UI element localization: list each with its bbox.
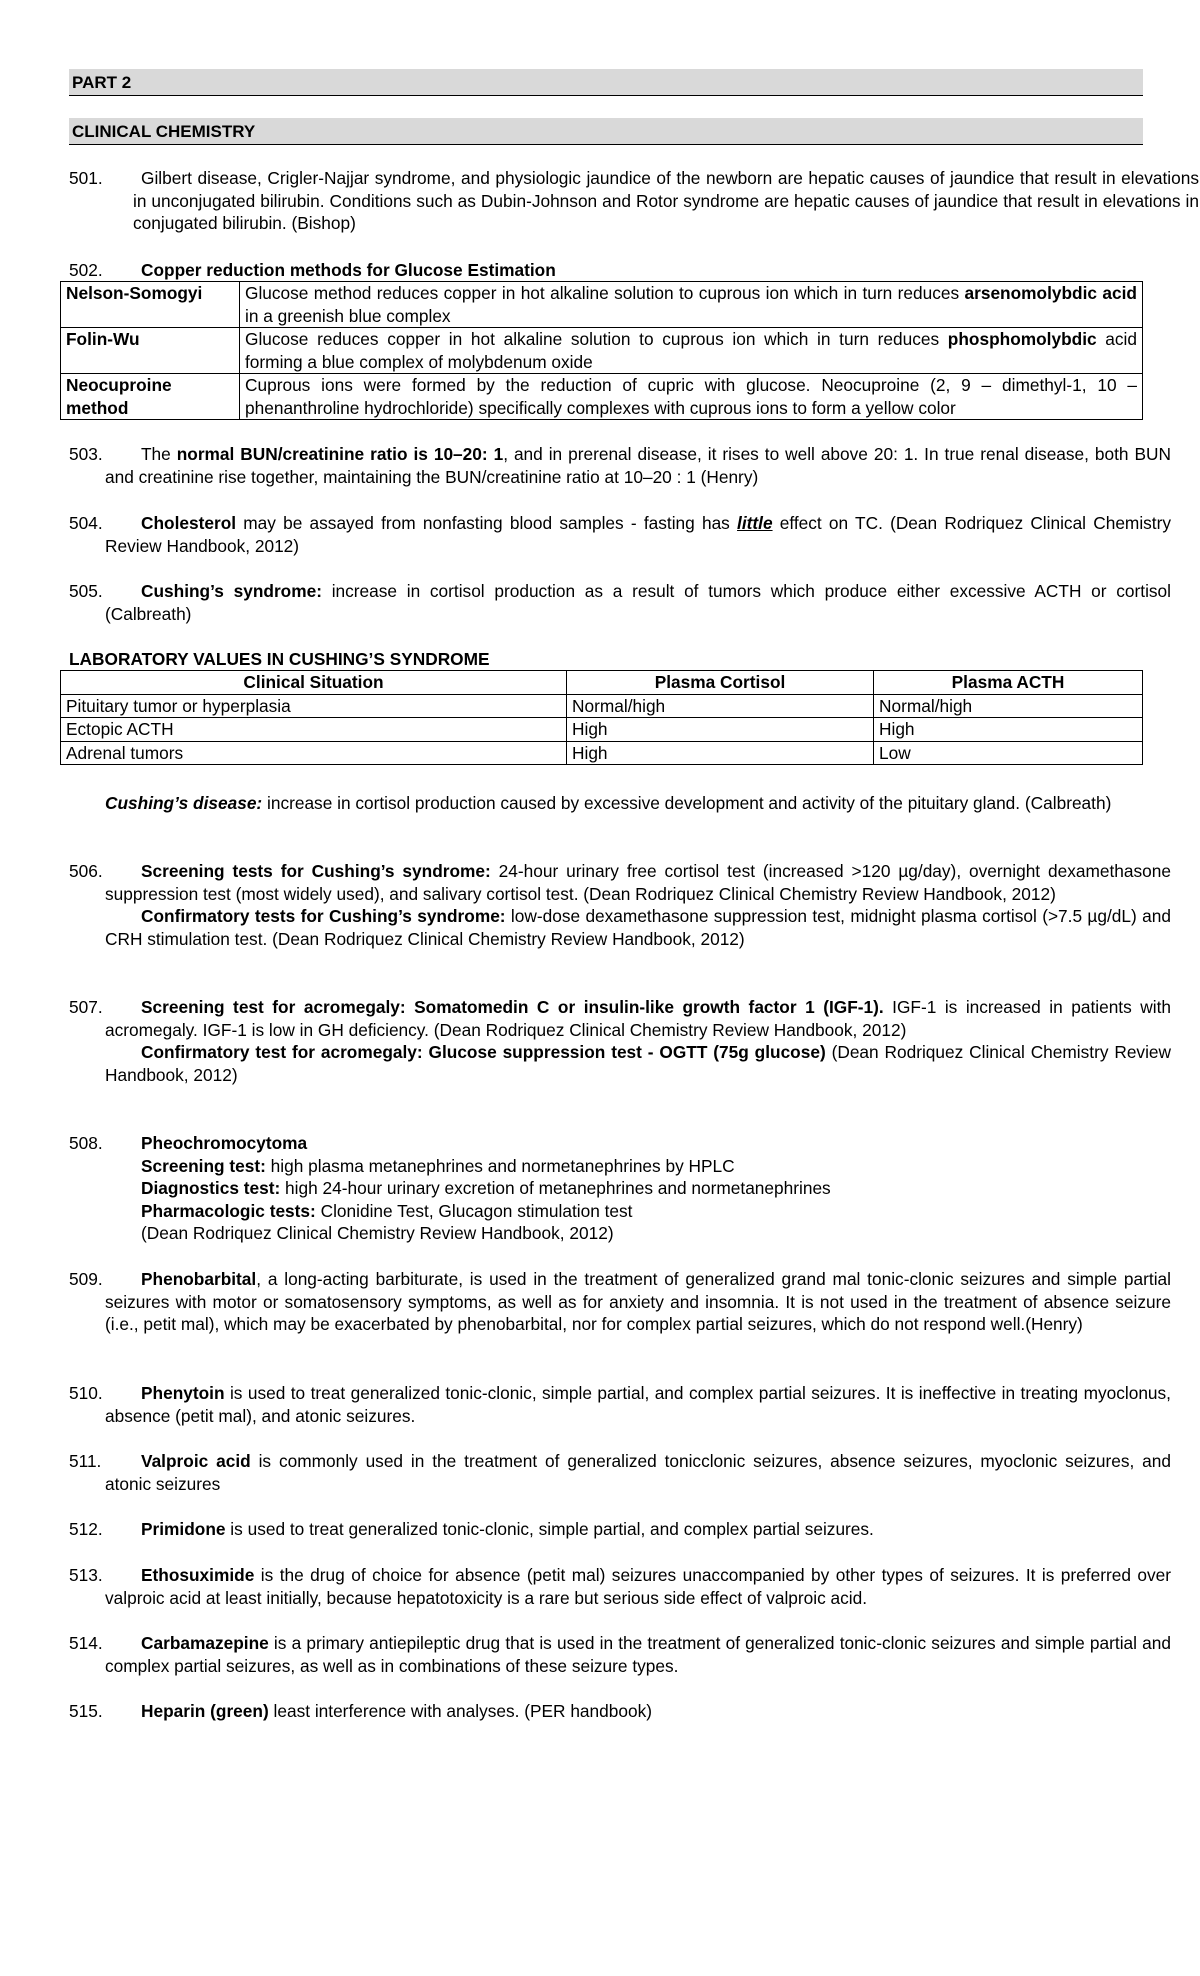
item-number: 506. xyxy=(69,861,103,881)
item-number: 512. xyxy=(69,1519,103,1539)
item-501 xyxy=(69,167,1199,235)
item-number: 507. xyxy=(69,997,103,1017)
item-508: 508. Pheochromocytoma Screening test: high plasma metanephrines and normetanephrines by HPLC Diagnostics test: high 24-hour urinary excretion of metanephrines and normetanephrines Pharmacologic tests: Clonidine Test, Glucagon stimulation test (Dean Rodriquez Clinical Chemistry Review Handbook, 2012) xyxy=(69,1133,831,1243)
lab-values-title: LABORATORY VALUES IN CUSHING’S SYNDROME xyxy=(69,649,490,669)
item-number: 505. xyxy=(69,581,103,601)
method-cell: Neocuproine method xyxy=(61,374,240,420)
part-header: PART 2 xyxy=(69,69,1143,96)
section-header: CLINICAL CHEMISTRY xyxy=(69,118,1143,145)
item-heading: Copper reduction methods for Glucose Estimation xyxy=(141,260,556,280)
item-number: 510. xyxy=(69,1383,103,1403)
item-511: 511. Valproic acid is commonly used in the treatment of generalized tonicclonic seizures, absence seizures, myoclonic seizures, and atonic seizures xyxy=(69,1451,1171,1494)
copper-reduction-table xyxy=(60,281,1143,420)
item-number: 513. xyxy=(69,1565,103,1585)
description-cell: Cuprous ions were formed by the reduction of cupric with glucose. Neocuproine (2, 9 – dimethyl-1, 10 – phenanthroline hydrochloride) specifically complexes with cuprous ions to form a yellow color xyxy=(240,374,1143,420)
item-515: 515. Heparin (green) least interference with analyses. (PER handbook) xyxy=(69,1701,652,1721)
column-header: Plasma Cortisol xyxy=(567,671,874,695)
table-row: Adrenal tumors High Low xyxy=(61,741,1143,765)
item-text: Gilbert disease, Crigler-Najjar syndrome, and physiologic jaundice of the newborn are hepatic causes of jaundice that result in elevations in unconjugated bilirubin. Conditions such as Dubin-Johnson and Rotor syndrome are hepatic causes of jaundice that result in elevations in conjugated bilirubin. (Bishop) xyxy=(133,168,1199,233)
table-row xyxy=(61,328,1143,374)
cushing-lab-values-table xyxy=(60,670,1143,765)
method-cell: Folin-Wu xyxy=(61,328,240,374)
item-512: 512. Primidone is used to treat generalized tonic-clonic, simple partial, and complex partial seizures. xyxy=(69,1519,874,1539)
item-number: 501. xyxy=(69,168,103,188)
item-number: 509. xyxy=(69,1269,103,1289)
column-header: Plasma ACTH xyxy=(874,671,1143,695)
item-513: 513. Ethosuximide is the drug of choice for absence (petit mal) seizures unaccompanied by other types of seizures. It is preferred over valproic acid at least initially, because hepatotoxicity is a rare but serious side effect of valproic acid. xyxy=(69,1565,1171,1608)
item-510: 510. Phenytoin is used to treat generalized tonic-clonic, simple partial, and complex partial seizures. It is ineffective in treating myoclonus, absence (petit mal), and atonic seizures. xyxy=(69,1383,1171,1426)
table-row xyxy=(61,282,1143,328)
description-cell: Glucose method reduces copper in hot alkaline solution to cuprous ion which in turn reduces arsenomolybdic acid in a greenish blue complex xyxy=(240,282,1143,328)
item-504: 504. Cholesterol may be assayed from nonfasting blood samples - fasting has little effect on TC. (Dean Rodriquez Clinical Chemistry Review Handbook, 2012) xyxy=(69,513,1171,556)
item-507: 507. Screening test for acromegaly: Somatomedin C or insulin-like growth factor 1 (IGF-1). IGF-1 is increased in patients with acromegaly. IGF-1 is low in GH deficiency. (Dean Rodriquez Clinical Chemistry Review Handbook, 2012) Confirmatory test for acromegaly: Glucose suppression test - OGTT (75g glucose) (Dean Rodriquez Clinical Chemistry Review Handbook, 2012) xyxy=(69,997,1172,1085)
cushing-disease-note: Cushing’s disease: increase in cortisol production caused by excessive development and activity of the pituitary gland. (Calbreath) xyxy=(105,793,1112,813)
emphasis-little: little xyxy=(737,513,773,533)
item-514: 514. Carbamazepine is a primary antiepileptic drug that is used in the treatment of generalized tonic-clonic seizures and simple partial and complex partial seizures, as well as in combinations of these seizure types. xyxy=(69,1633,1171,1676)
table-row: Pituitary tumor or hyperplasia Normal/high Normal/high xyxy=(61,694,1143,718)
item-506: 506. Screening tests for Cushing’s syndrome: 24-hour urinary free cortisol test (increased >120 µg/day), overnight dexamethasone suppression test (most widely used), and salivary cortisol test. (Dean Rodriquez Clinical Chemistry Review Handbook, 2012) Confirmatory tests for Cushing’s syndrome: low-dose dexamethasone suppression test, midnight plasma cortisol (>7.5 µg/dL) and CRH stimulation test. (Dean Rodriquez Clinical Chemistry Review Handbook, 2012) xyxy=(69,861,1171,949)
table-row xyxy=(61,374,1143,420)
item-number: 514. xyxy=(69,1633,103,1653)
item-509: 509. Phenobarbital, a long-acting barbiturate, is used in the treatment of generalized grand mal tonic-clonic seizures and simple partial seizures with motor or somatosensory symptoms, as well as for anxiety and insomnia. It is not used in the treatment of absence seizure (i.e., petit mal), which may be exacerbated by phenobarbital, nor for complex partial seizures, which do not respond well.(Henry) xyxy=(69,1269,1171,1334)
description-cell: Glucose reduces copper in hot alkaline solution to cuprous ion which in turn reduces phosphomolybdic acid forming a blue complex of molybdenum oxide xyxy=(240,328,1143,374)
item-505: 505. Cushing’s syndrome: increase in cortisol production as a result of tumors which produce either excessive ACTH or cortisol (Calbreath) xyxy=(69,581,1171,624)
item-number: 511. xyxy=(69,1451,102,1471)
item-number: 503. xyxy=(69,444,103,464)
item-number: 508. xyxy=(69,1133,103,1153)
item-502-title xyxy=(69,259,1135,282)
item-503: 503. The normal BUN/creatinine ratio is 10–20: 1, and in prerenal disease, it rises to well above 20: 1. In true renal disease, both BUN and creatinine rise together, maintaining the BUN/creatinine ratio at 10–20 : 1 (Henry) xyxy=(69,444,1171,487)
item-number: 515. xyxy=(69,1701,103,1721)
item-number: 502. xyxy=(69,260,103,280)
item-number: 504. xyxy=(69,513,103,533)
method-cell: Nelson-Somogyi xyxy=(61,282,240,328)
table-row: Ectopic ACTH High High xyxy=(61,718,1143,742)
column-header: Clinical Situation xyxy=(61,671,567,695)
table-header-row xyxy=(61,671,1143,695)
